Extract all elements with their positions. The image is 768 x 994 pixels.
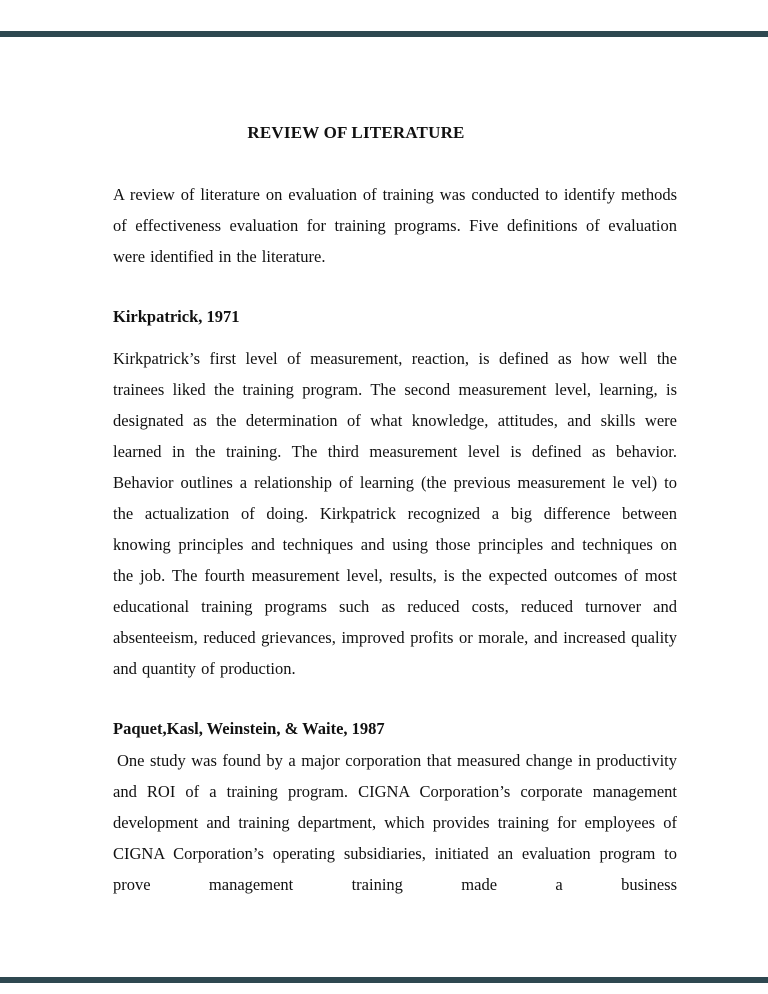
section-heading-kirkpatrick: Kirkpatrick, 1971 (113, 307, 240, 326)
section-heading-paquet: Paquet,Kasl, Weinstein, & Waite, 1987 (113, 719, 385, 738)
document-page (113, 37, 677, 900)
section-body-kirkpatrick: Kirkpatrick’s first level of measurement, reaction, is defined as how well the trainees liked the training program. The second measurement level, learning, is designated as the determination of what knowledge, attitudes, and skills were learned in the training. The third measurement level is defined as behavior. Behavior outlines a relationship of learning (the previous measurement le vel) to the actualization of doing. Kirkpatrick recognized a big difference between knowing principles and techniques and using those principles and techniques on the job. The fourth measurement level, results, is the expected outcomes of most educational training programs such as reduced costs, reduced turnover and absenteeism, reduced grievances, improved profits or morale, and increased quality and quantity of production. (113, 349, 677, 678)
page-bottom-edge (0, 977, 768, 983)
intro-paragraph: A review of literature on evaluation of training was conducted to identify methods of effectiveness evaluation for training programs. Five definitions of evaluation were identified in the literature. (113, 185, 677, 266)
document-title: REVIEW OF LITERATURE (247, 123, 465, 142)
section-body-paquet: One study was found by a major corporation that measured change in productivity and ROI of a training program. CIGNA Corporation’s corporate management development and training department, which provides training for employees of CIGNA Corporation’s operating subsidiaries, initiated an evaluation program to prove management training made a business (113, 751, 677, 894)
